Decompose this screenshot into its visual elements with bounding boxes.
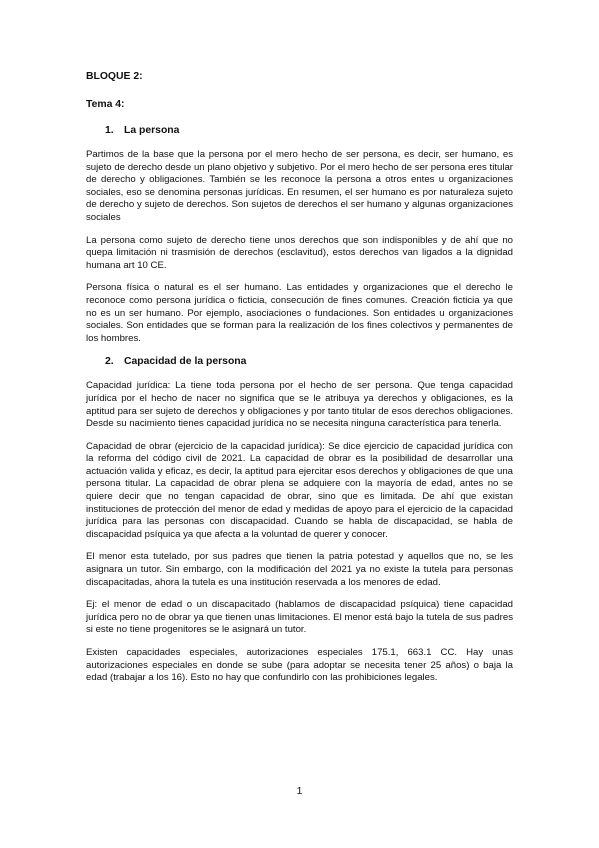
section-title: La persona xyxy=(124,125,180,136)
paragraph: Persona física o natural es el ser humano. Las entidades y organizaciones que el derecho le reconoce como persona jurídica o ficticia, consecución de fines comunes. Creación ficticia ya que no es un ser humano. Por ejemplo, asociaciones o fundaciones. Son entidades u organizaciones sociales. Son entidades que se forman para la realización de los fines colectivos y permanentes de los hombres. xyxy=(86,282,513,344)
paragraph: Partimos de la base que la persona por el mero hecho de ser persona, es decir, ser humano, es sujeto de derecho desde un plano objetivo y subjetivo. Por el mero hecho de ser persona eres titular de derecho y obligaciones. También se les reconoce la persona a otros entes u organizaciones sociales, eso se denomina personas jurídicas. En resumen, el ser humano es por naturaleza sujeto de derecho y sujeto de derechos. Son sujetos de derechos el ser humano y algunas organizaciones sociales xyxy=(86,149,513,223)
section-number: 1. xyxy=(105,125,114,136)
paragraph: Capacidad jurídica: La tiene toda persona por el hecho de ser persona. Que tenga capacidad jurídica por el hecho de nacer no significa que se le atribuya ya derechos y obligaciones, es la aptitud para ser sujeto de derechos y obligaciones y por tanto titular de esos derechos obligaciones. Desde su nacimiento tienes capacidad jurídica no se necesita ninguna característica para tenerla. xyxy=(86,380,513,430)
paragraph: La persona como sujeto de derecho tiene unos derechos que son indisponibles y de ahí que no quepa limitación ni trasmisión de derechos (esclavitud), estos derechos van ligados a la dignidad humana art 10 CE. xyxy=(86,234,513,271)
topic-title: Tema 4: xyxy=(86,99,125,110)
paragraph: Ej: el menor de edad o un discapacitado (hablamos de discapacidad psíquica) tiene capacidad jurídica pero no de obrar ya que tienen unas limitaciones. El menor está bajo la tutela de sus padres si este no tiene progenitores se le asignará un tutor. xyxy=(86,599,513,636)
paragraph: Capacidad de obrar (ejercicio de la capacidad jurídica): Se dice ejercicio de capacidad jurídica con la reforma del código civil de 2021. La capacidad de obrar es la posibilidad de desarrollar una actuación valida y eficaz, es decir, la aptitud para ejercitar esos derechos y obligaciones de que una persona titular. La capacidad de obrar plena se adquiere con la mayoría de edad, antes no se quiere decir que no tengan capacidad de obrar, sino que es limitada. De ahí que existan instituciones de protección del menor de edad y medidas de apoyo para el ejercicio de la capacidad jurídica para las personas con discapacidad. Cuando se habla de discapacidad, se habla de discapacidad psíquica ya que afecta a la voluntad de querer y conocer. xyxy=(86,440,513,540)
section-heading-persona xyxy=(86,124,513,138)
block-title: BLOQUE 2: xyxy=(86,71,143,82)
section-number: 2. xyxy=(105,356,114,368)
section-title: Capacidad de la persona xyxy=(124,356,247,368)
paragraph: El menor esta tutelado, por sus padres que tienen la patria potestad y aquellos que no, se les asignara un tutor. Sin embargo, con la modificación del 2021 ya no existe la tutela para personas discapacitadas, ahora la tutela es una institución reservada a los menores de edad. xyxy=(86,551,513,588)
paragraph: Existen capacidades especiales, autorizaciones especiales 175.1, 663.1 CC. Hay unas autorizaciones especiales en donde se sube (para adoptar se necesita tener 25 años) o baja la edad (trabajar a los 16). Esto no hay que confundirlo con las prohibiciones legales. xyxy=(86,647,513,684)
page-number: 1 xyxy=(296,786,303,797)
section-heading-capacidad xyxy=(86,355,513,369)
